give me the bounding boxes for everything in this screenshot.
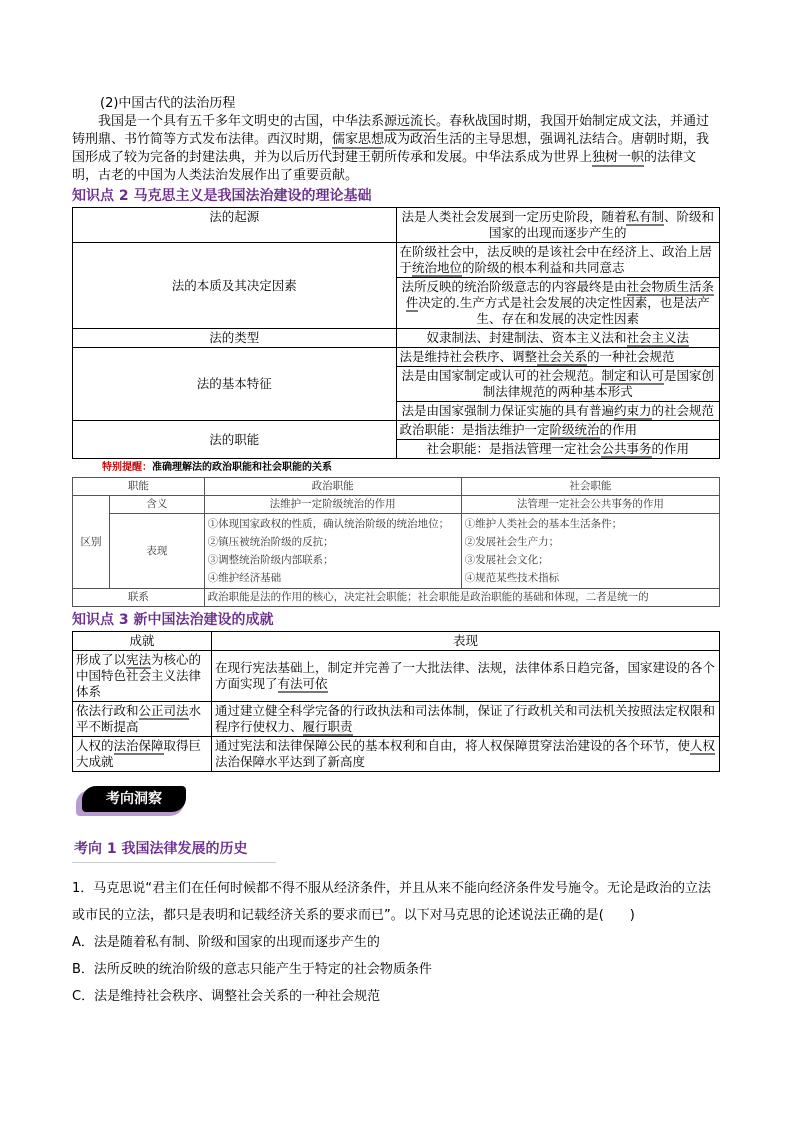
table-row: [73, 329, 720, 348]
table-row: [73, 208, 720, 243]
text: 在阶级社会中，法反映的是该社会中在经济上、政治上居于: [399, 244, 713, 275]
table-row: [73, 421, 720, 440]
underlined-text: 源远流长: [384, 114, 437, 129]
link-text: 政治职能是法的作用的核心，决定社会职能；社会职能是政治职能的基础和体现，二者是统一的: [204, 589, 719, 607]
text: 为核心的中国特色社会主义法律体系: [76, 652, 202, 699]
underlined-text: 私有制: [626, 209, 664, 224]
table-row: [73, 702, 720, 737]
option-a[interactable]: A．法是随着私有制、阶级和国家的出现而逐步产生的: [72, 935, 380, 950]
text: 、阶级和国家的出现而逐步产生的: [488, 209, 715, 240]
text: 取得巨大成就: [76, 738, 202, 769]
underlined-text: 统治地位: [412, 260, 463, 275]
text: 法所反映的统治阶级意志的内容最终是由: [401, 279, 627, 294]
underlined-text: 儒家思想: [332, 132, 385, 147]
underlined-text: 公正司法: [138, 703, 189, 718]
link-label: 联系: [73, 589, 205, 607]
text: 奴隶制法、封建制法、资本主义法和: [426, 330, 627, 345]
performance-2: [212, 702, 720, 737]
text: 人权的: [76, 738, 114, 753]
performance-3: [212, 737, 720, 772]
tip-label: 特别提醒：: [102, 462, 152, 473]
table-row: [73, 478, 720, 496]
text: 水平不断提高: [76, 703, 202, 734]
text: 通过宪法和法律保障公民的基本权利和自由，将人权保障贯穿法治建设的各个环节，使: [215, 738, 691, 753]
underlined-text: 有法可依: [277, 676, 328, 691]
soc-meaning: 法管理一定社会公共事务的作用: [461, 496, 719, 514]
table-row: [73, 243, 720, 278]
feature-cell-2: [396, 367, 720, 402]
table-row: [73, 514, 720, 589]
func-cell-2: [396, 440, 720, 459]
underlined-text: 社会主义法: [626, 330, 690, 345]
table-row: [73, 348, 720, 367]
origin-cell: [396, 208, 720, 243]
text: 社会职能：是指法管理一定社会: [426, 441, 602, 456]
intro-paragraph: [72, 113, 720, 185]
underlined-text: 制定和认可: [601, 368, 664, 383]
underlined-text: 社会物质生活条件: [405, 279, 715, 310]
feature-label: 法的基本特征: [73, 348, 397, 421]
feature-cell-1: [396, 348, 720, 367]
question-stem: 1．马克思说“君主们在任何时候都不得不服从经济条件，并且从来不能向经济条件发号施令。无论是政治的立法或市民的立法，都只是表明和记载经济关系的要求而已”。以下对马克思的论述说法正确的是( ): [72, 881, 712, 923]
perf-label: 表现: [110, 514, 205, 589]
text: 形成了以: [76, 652, 127, 667]
underlined-text: 阶级统治: [549, 422, 600, 437]
achievement-2: [73, 702, 212, 737]
h-performance: 表现: [212, 632, 720, 651]
text: 法是由国家强制力保证实施的具有普遍: [401, 403, 614, 418]
nature-label: 法的本质及其决定因素: [73, 243, 397, 329]
pol-meaning: 法维护一定阶级统治的作用: [204, 496, 461, 514]
type-cell: [396, 329, 720, 348]
table-row: [73, 589, 720, 607]
kp2-title: 知识点 2 马克思主义是我国法治建设的理论基础: [72, 188, 372, 204]
performance-1: [212, 651, 720, 702]
nature-cell-1: [396, 243, 720, 278]
text: 在现行宪法基础上，制定并完善了一大批法律、法规，法律体系日趋完备，国家建设的各个方面实现了: [215, 660, 716, 691]
text: 的作用: [651, 441, 690, 456]
nature-cell-2: [396, 278, 720, 329]
achievement-3: [73, 737, 212, 772]
text: 是国家创制法律规范的两种基本形式: [482, 368, 715, 399]
text: 法是由国家制定或认可的社会规范。: [401, 368, 602, 383]
text: 。春秋战国时期，我国开始制定成文法，并通过铸刑鼎、书竹简等方式发布法律。西汉时期，: [72, 114, 710, 147]
table-row: [73, 632, 720, 651]
h-func: 职能: [73, 478, 205, 496]
text: 法是人类社会发展到一定历史阶段，随着: [401, 209, 627, 224]
pol-perf: ①体现国家政权的性质，确认统治阶级的统治地位； ②镇压被统治阶级的反抗； ③调整统治阶级内部联系； ④维护经济基础: [204, 514, 461, 589]
function-compare-table: [72, 477, 720, 607]
func-label: 法的职能: [73, 421, 397, 459]
table-row: [73, 496, 720, 514]
question-1: [72, 875, 720, 1010]
text: 的社会规范: [651, 403, 715, 418]
text: 决定的.生产方式是社会发展的决定性因素，也是法产生、存在和发展的决定性因素: [418, 295, 710, 326]
text: 依法行政和: [76, 703, 139, 718]
func-cell-1: [396, 421, 720, 440]
feature-cell-3: [396, 402, 720, 421]
h-pol: 政治职能: [204, 478, 461, 496]
underlined-text: 法治保障: [113, 738, 164, 753]
underlined-text: 社会关系: [537, 349, 588, 364]
meaning-label: 含义: [110, 496, 205, 514]
h-soc: 社会职能: [461, 478, 719, 496]
tip-text: 准确理解法的政治职能和社会职能的关系: [152, 462, 332, 473]
kp2-table: [72, 207, 720, 459]
origin-label: 法的起源: [73, 208, 397, 243]
text: 通过建立健全科学完备的行政执法和司法体制，保证了行政机关和司法机关按照法定权限和程序行使权力、: [215, 703, 716, 734]
table-row: [73, 651, 720, 702]
intro-heading: (2)中国古代的法治历程: [100, 96, 236, 111]
diff-label: 区别: [73, 496, 110, 589]
underlined-text: 独树一帜: [592, 150, 645, 165]
type-label: 法的类型: [73, 329, 397, 348]
text: 法治保障水平达到了新高度: [215, 754, 366, 769]
section-title: 考向 1 我国法律发展的历史: [72, 836, 276, 863]
badge-label: 考向洞察: [82, 786, 186, 812]
option-b[interactable]: B．法所反映的统治阶级的意志只能产生于特定的社会物质条件: [72, 962, 432, 977]
text: 的一种社会规范: [587, 349, 675, 364]
table-row: [73, 737, 720, 772]
soc-perf: ①维护人类社会的基本生活条件； ②发展社会生产力； ③发展社会文化； ④规范某些技术指标: [461, 514, 719, 589]
text: 成为政治生活的主导思想，强调礼法结合。唐朝时期，我国形成了较为完备的封建法典，并为以后历代封建王朝所传承和发展。中华法系成为世界上: [72, 132, 710, 165]
text: 法是维持社会秩序、调整: [399, 349, 538, 364]
text: 的阶级的根本利益和共同意志: [462, 260, 625, 275]
underlined-text: 宪法: [126, 652, 152, 667]
kp3-title: 知识点 3 新中国法治建设的成就: [72, 612, 274, 628]
kp3-table: [72, 631, 720, 772]
h-achievement: 成就: [73, 632, 212, 651]
achievement-1: [73, 651, 212, 702]
underlined-text: 履行职责: [302, 719, 353, 734]
underlined-text: 人权: [690, 738, 716, 753]
text: 的作用: [599, 422, 638, 437]
section-badge: [76, 782, 196, 818]
text: 的法律文明，古老的中国为人类法治发展作出了重要贡献。: [72, 150, 697, 183]
document-page: [72, 95, 720, 1010]
tip-heading: [102, 459, 720, 477]
underlined-text: 公共事务: [601, 441, 652, 456]
option-c[interactable]: C．法是维持社会秩序、调整社会关系的一种社会规范: [72, 989, 381, 1004]
underlined-text: 约束力: [613, 403, 652, 418]
text: 政治职能：是指法维护一定: [399, 422, 550, 437]
text: 我国是一个具有五千多年文明史的古国，中华法系: [98, 114, 385, 129]
